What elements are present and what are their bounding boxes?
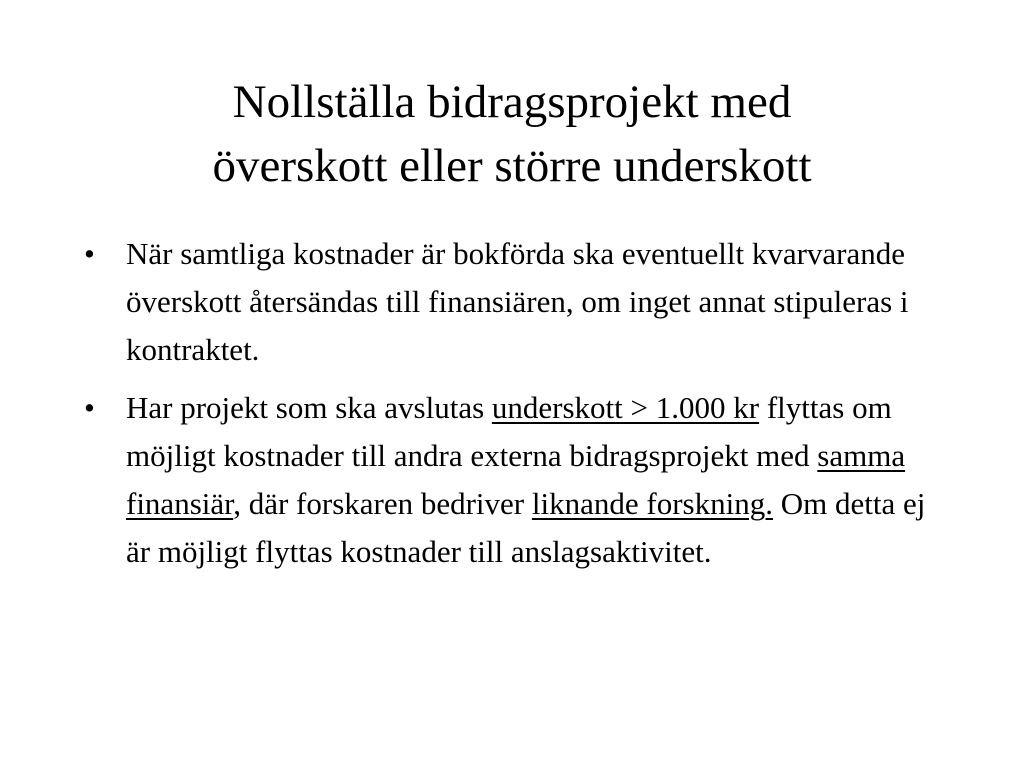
title-line-1: Nollställa bidragsprojekt med [232, 76, 792, 128]
bullet-2-text-part-4: Om detta ej är möjligt flyttas kostnader till anslagsaktivitet. [126, 486, 926, 569]
bullet-item-2 [84, 384, 954, 576]
bullet-marker: • [84, 236, 95, 271]
bullet-2-text-part-3: , där forskaren bedriver [233, 486, 532, 521]
slide-title [60, 70, 964, 198]
bullet-item-1 [84, 230, 954, 374]
bullet-1-text: När samtliga kostnader är bokförda ska eventuellt kvarvarande överskott återsändas till finansiären, om inget annat stipuleras i kontraktet. [126, 236, 909, 367]
underlined-deficit-threshold: underskott > 1.000 kr [491, 390, 760, 425]
underlined-similar-research: liknande forskning. [531, 486, 773, 521]
bullet-2-text-part-2: flyttas om möjligt kostnader till andra externa bidragsprojekt med [126, 390, 892, 473]
title-line-2: överskott eller större underskott [212, 140, 812, 192]
bullet-2-text-part-1: Har projekt som ska avslutas [126, 390, 492, 425]
bullet-marker: • [84, 390, 95, 425]
bullet-list [84, 230, 954, 586]
underlined-same-funder: samma finansiär [126, 438, 906, 521]
